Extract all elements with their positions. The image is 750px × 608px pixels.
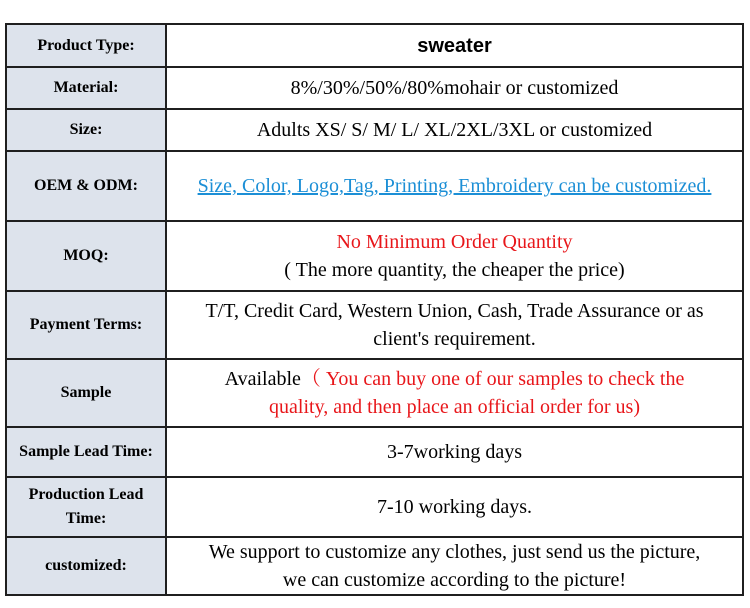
customized-line1: We support to customize any clothes, just send us the picture, xyxy=(208,541,701,563)
production-lead-time-value: 7-10 working days. xyxy=(166,477,743,537)
oem-odm-label: OEM & ODM: xyxy=(6,151,166,221)
material-value: 8%/30%/50%/80%mohair or customized xyxy=(166,67,743,109)
moq-value-line2: ( The more quantity, the cheaper the price) xyxy=(284,259,625,281)
oem-odm-value[interactable] xyxy=(166,151,743,221)
table-row xyxy=(6,67,743,109)
payment-terms-value xyxy=(166,291,743,359)
payment-terms-line2: client's requirement. xyxy=(373,328,536,350)
sample-value xyxy=(166,359,743,427)
table-row xyxy=(6,221,743,291)
sample-label: Sample xyxy=(6,359,166,427)
product-spec-table xyxy=(5,23,744,596)
table-row xyxy=(6,151,743,221)
material-label: Material: xyxy=(6,67,166,109)
table-row xyxy=(6,359,743,427)
size-label: Size: xyxy=(6,109,166,151)
product-type-label: Product Type: xyxy=(6,24,166,67)
payment-terms-line1: T/T, Credit Card, Western Union, Cash, Trade Assurance or as xyxy=(205,300,704,322)
customized-value xyxy=(166,537,743,595)
product-type-value: sweater xyxy=(166,24,743,67)
production-lead-label-line1: Production Lead xyxy=(28,486,144,503)
table-row xyxy=(6,24,743,67)
moq-label: MOQ: xyxy=(6,221,166,291)
table-row xyxy=(6,537,743,595)
sample-note-line2: quality, and then place an official order for us) xyxy=(269,396,640,418)
table-row xyxy=(6,477,743,537)
customized-label: customized: xyxy=(6,537,166,595)
moq-value-line1: No Minimum Order Quantity xyxy=(336,231,573,253)
size-value: Adults XS/ S/ M/ L/ XL/2XL/3XL or customized xyxy=(166,109,743,151)
payment-terms-label: Payment Terms: xyxy=(6,291,166,359)
table-row xyxy=(6,109,743,151)
oem-odm-link[interactable]: Size, Color, Logo,Tag, Printing, Embroidery can be customized. xyxy=(197,175,712,197)
customized-line2: we can customize according to the picture! xyxy=(282,569,627,591)
production-lead-label-line2: Time: xyxy=(65,510,107,527)
table-row xyxy=(6,291,743,359)
table-row xyxy=(6,427,743,477)
sample-note-line1: （ You can buy one of our samples to check the xyxy=(300,368,685,390)
sample-available-text: Available xyxy=(224,368,301,390)
sample-lead-time-label: Sample Lead Time: xyxy=(6,427,166,477)
production-lead-time-label xyxy=(6,477,166,537)
moq-value xyxy=(166,221,743,291)
sample-lead-time-value: 3-7working days xyxy=(166,427,743,477)
